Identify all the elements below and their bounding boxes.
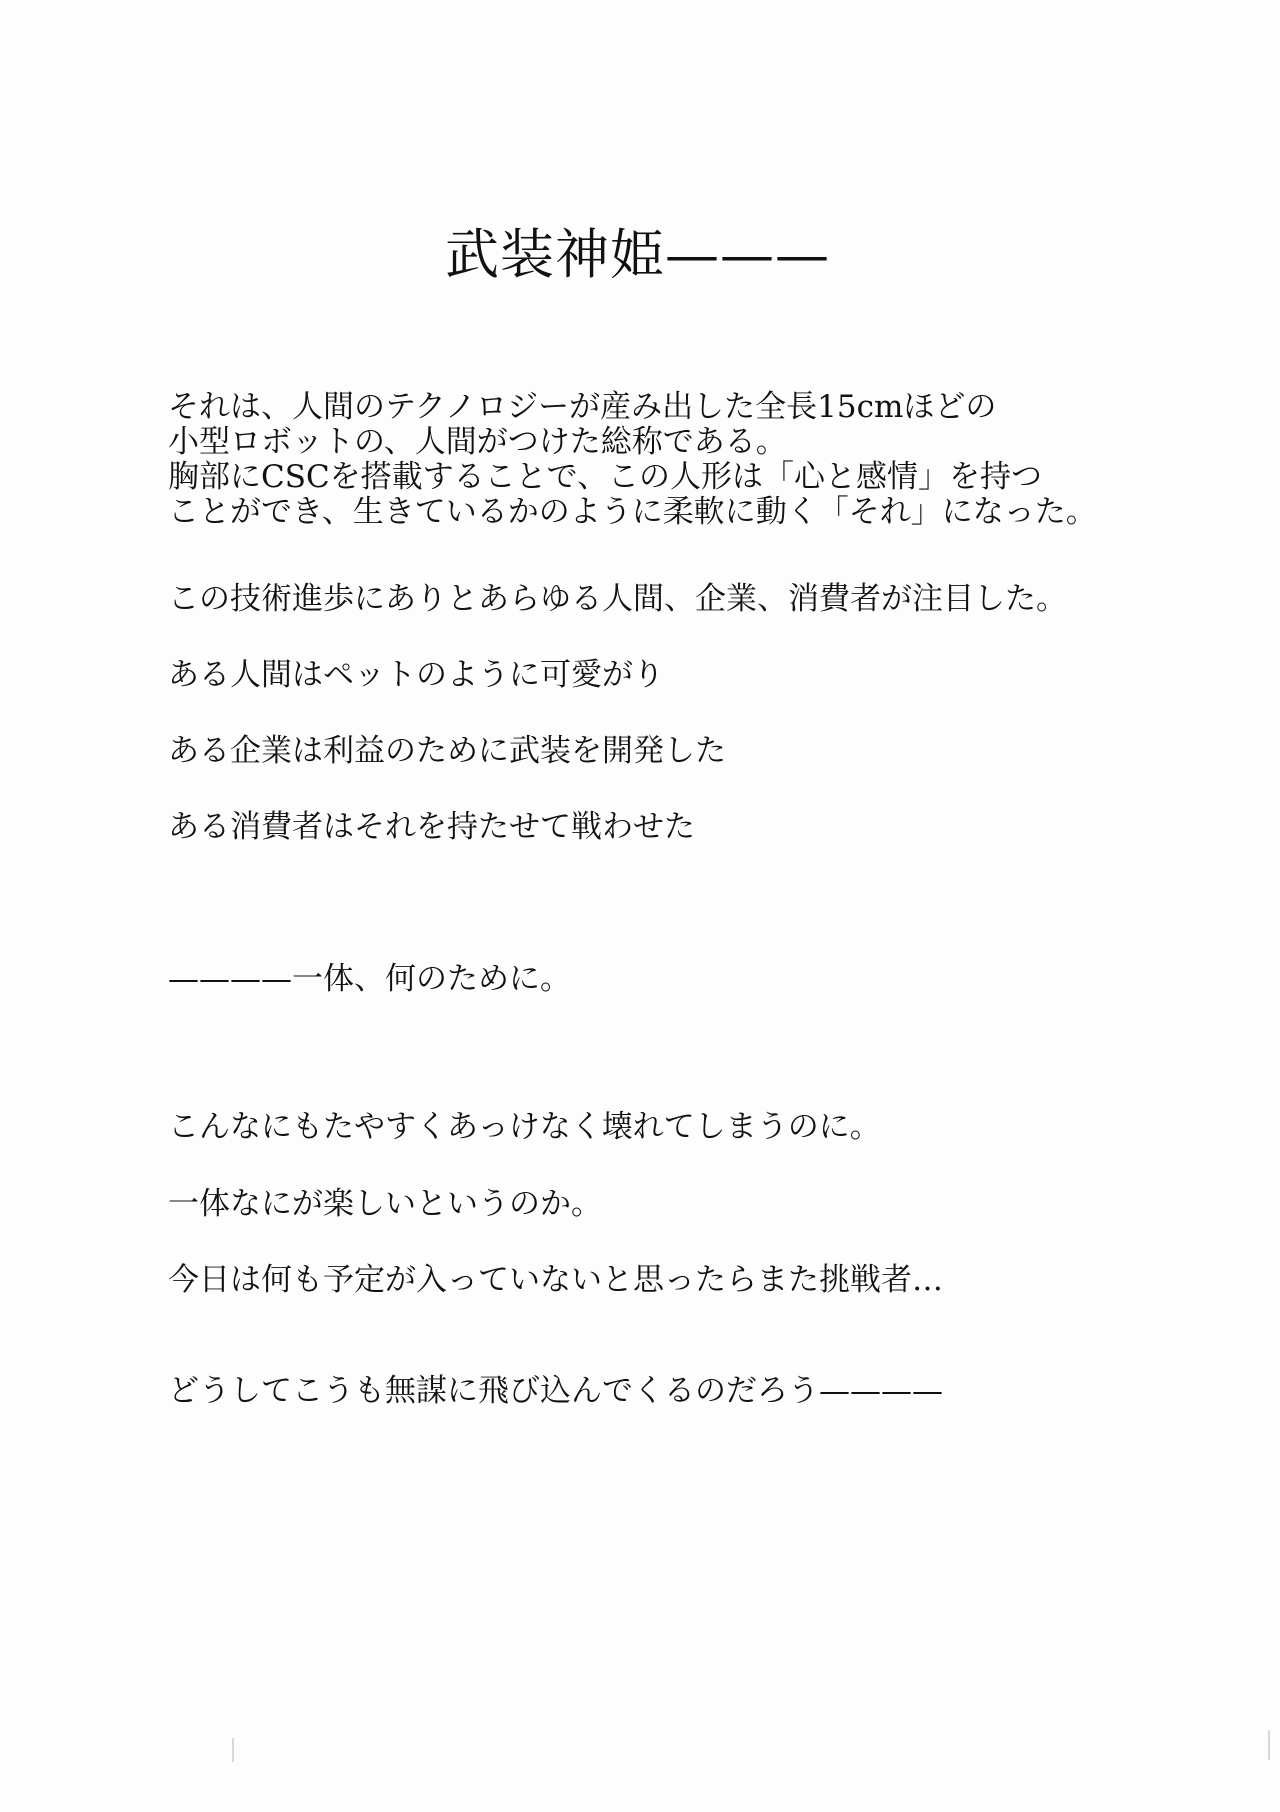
statement-line-1: ある人間はペットのように可愛がり bbox=[168, 657, 664, 693]
intro-line-1: それは、人間のテクノロジーが産み出した全長15cmほどの bbox=[168, 389, 997, 425]
closing-line-3: 今日は何も予定が入っていないと思ったらまた挑戦者… bbox=[168, 1262, 943, 1298]
closing-line-2: 一体なにが楽しいというのか。 bbox=[168, 1186, 602, 1222]
intro-line-3: 胸部にCSCを搭載することで、この人形は「心と感情」を持つ bbox=[168, 459, 1043, 495]
intro-line-4: ことができ、生きているかのように柔軟に動く「それ」になった。 bbox=[168, 494, 1097, 530]
statement-line-2: ある企業は利益のために武装を開発した bbox=[168, 733, 726, 769]
attention-line: この技術進歩にありとあらゆる人間、企業、消費者が注目した。 bbox=[168, 581, 1067, 617]
statement-line-3: ある消費者はそれを持たせて戦わせた bbox=[168, 809, 695, 845]
question-line: ————一体、何のために。 bbox=[168, 961, 571, 997]
page-title: 武装神姫——— bbox=[445, 223, 830, 286]
closing-line-4: どうしてこうも無謀に飛び込んでくるのだろう———— bbox=[168, 1373, 943, 1409]
closing-line-1: こんなにもたやすくあっけなく壊れてしまうのに。 bbox=[168, 1109, 881, 1145]
intro-line-2: 小型ロボットの、人間がつけた総称である。 bbox=[168, 424, 787, 460]
scan-mark bbox=[232, 1738, 234, 1762]
scan-edge-mark bbox=[1268, 1730, 1270, 1760]
